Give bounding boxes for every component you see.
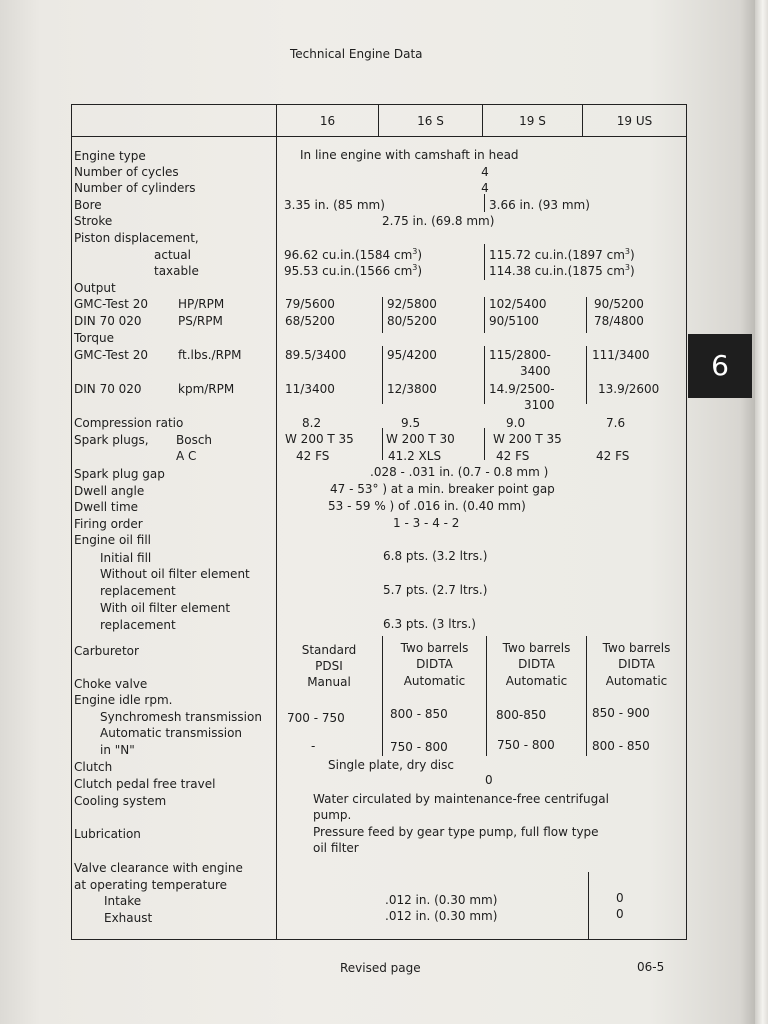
value-carb-16-2: PDSI bbox=[315, 659, 343, 673]
label-displacement: Piston displacement, bbox=[74, 231, 199, 245]
label-gmc-output: GMC-Test 20 bbox=[74, 297, 148, 311]
value-gmc-torque-16: 89.5/3400 bbox=[285, 348, 347, 362]
value-carb-16s-2: DIDTA bbox=[416, 657, 453, 671]
label-din-output: DIN 70 020 bbox=[74, 314, 142, 328]
label-torque: Torque bbox=[74, 331, 114, 345]
displacement-divider bbox=[484, 244, 485, 280]
label-idle: Engine idle rpm. bbox=[74, 693, 173, 707]
value-carb-16s-1: Two barrels bbox=[400, 641, 469, 655]
value-exhaust-19us: 0 bbox=[616, 907, 624, 921]
label-cycles: Number of cycles bbox=[74, 165, 179, 179]
value-carb-19us-2: DIDTA bbox=[618, 657, 655, 671]
output-divider bbox=[586, 297, 587, 333]
value-gmc-output-19s: 102/5400 bbox=[489, 297, 547, 311]
value-taxable-16: 95.53 cu.in.(1566 $cm^3$) bbox=[284, 263, 423, 278]
value-din-torque-16: 11/3400 bbox=[285, 382, 335, 396]
page-title: Technical Engine Data bbox=[290, 47, 423, 61]
value-intake: .012 in. (0.30 mm) bbox=[385, 893, 498, 907]
label-choke: Choke valve bbox=[74, 677, 148, 691]
value-din-torque-19us: 13.9/2600 bbox=[598, 382, 660, 396]
torque-divider bbox=[484, 346, 485, 404]
label-without-filter: Without oil filter element bbox=[100, 567, 250, 581]
label-column-divider bbox=[276, 104, 277, 940]
label-clutch: Clutch bbox=[74, 760, 113, 774]
value-choke-16s: Automatic bbox=[403, 674, 466, 688]
label-synchromesh: Synchromesh transmission bbox=[100, 710, 262, 724]
value-firing: 1 - 3 - 4 - 2 bbox=[393, 516, 460, 530]
table-border-bottom bbox=[71, 939, 687, 940]
value-cycles: 4 bbox=[481, 165, 489, 179]
valve-divider bbox=[588, 872, 589, 940]
value-actual-16: 96.62 cu.in.(1584 $cm^3$) bbox=[284, 247, 423, 262]
output-divider bbox=[484, 297, 485, 333]
value-gmc-torque-19s: 115/2800- bbox=[489, 348, 551, 362]
value-dwell-time: 53 - 59 % ) of .016 in. (0.40 mm) bbox=[328, 499, 526, 513]
value-ac-16s: 41.2 XLS bbox=[388, 449, 442, 463]
value-gmc-output-16s: 92/5800 bbox=[387, 297, 437, 311]
label-stroke: Stroke bbox=[74, 214, 113, 228]
label-din-torque-unit: kpm/RPM bbox=[178, 382, 235, 396]
value-carb-19s-2: DIDTA bbox=[518, 657, 555, 671]
table-border-top bbox=[71, 104, 687, 105]
value-synchromesh-16s: 800 - 850 bbox=[390, 707, 448, 721]
label-oil-fill: Engine oil fill bbox=[74, 533, 151, 547]
label-gmc-torque-unit: ft.lbs./RPM bbox=[178, 348, 242, 362]
value-synchromesh-16: 700 - 750 bbox=[287, 711, 345, 725]
value-cooling-1: Water circulated by maintenance-free centrifugal bbox=[313, 792, 609, 806]
value-carb-16-1: Standard bbox=[301, 643, 357, 657]
value-gap: .028 - .031 in. (0.7 - 0.8 mm ) bbox=[370, 465, 549, 479]
value-clutch-pedal: 0 bbox=[485, 773, 493, 787]
value-ac-16: 42 FS bbox=[296, 449, 330, 463]
label-cylinders: Number of cylinders bbox=[74, 181, 196, 195]
label-spark-plugs: Spark plugs, bbox=[74, 433, 149, 447]
value-stroke: 2.75 in. (69.8 mm) bbox=[382, 214, 495, 228]
label-ac: A C bbox=[176, 449, 197, 463]
value-cooling-2: pump. bbox=[313, 808, 352, 822]
table-header-rule bbox=[71, 136, 687, 137]
value-without-filter: 5.7 pts. (2.7 ltrs.) bbox=[383, 583, 488, 597]
value-bosch-19s: W 200 T 35 bbox=[493, 432, 562, 446]
page-edge bbox=[755, 0, 768, 1024]
column-header-16s: 16 S bbox=[417, 114, 444, 128]
label-firing: Firing order bbox=[74, 517, 143, 531]
column-header-19us: 19 US bbox=[616, 114, 653, 128]
value-actual-19: 115.72 cu.in.(1897 $cm^3$) bbox=[489, 247, 635, 262]
label-bosch: Bosch bbox=[176, 433, 213, 447]
value-ac-19s: 42 FS bbox=[496, 449, 530, 463]
column-header-16: 16 bbox=[319, 114, 336, 128]
value-gmc-output-19us: 90/5200 bbox=[594, 297, 644, 311]
bore-divider bbox=[484, 194, 485, 212]
value-din-torque-16s: 12/3800 bbox=[387, 382, 437, 396]
value-choke-16: Manual bbox=[307, 675, 351, 689]
plugs-divider bbox=[484, 428, 485, 460]
plugs-divider bbox=[382, 428, 383, 460]
value-bosch-16s: W 200 T 30 bbox=[386, 432, 455, 446]
label-dwell-time: Dwell time bbox=[74, 500, 139, 514]
label-lubrication: Lubrication bbox=[74, 827, 141, 841]
label-gmc-output-unit: HP/RPM bbox=[178, 297, 225, 311]
column-header-19s: 19 S bbox=[519, 114, 546, 128]
value-din-output-19s: 90/5100 bbox=[489, 314, 539, 328]
value-with-filter: 6.3 pts. (3 ltrs.) bbox=[383, 617, 476, 631]
value-din-torque-19s-2: 3100 bbox=[524, 398, 555, 412]
value-automatic-19s: 750 - 800 bbox=[497, 738, 555, 752]
label-actual: actual bbox=[154, 248, 191, 262]
value-bosch-16: W 200 T 35 bbox=[285, 432, 354, 446]
value-exhaust: .012 in. (0.30 mm) bbox=[385, 909, 498, 923]
value-choke-19s: Automatic bbox=[505, 674, 568, 688]
label-without-filter-2: replacement bbox=[100, 584, 176, 598]
value-bore-16: 3.35 in. (85 mm) bbox=[284, 198, 385, 212]
value-taxable-19: 114.38 cu.in.(1875 $cm^3$) bbox=[489, 263, 635, 278]
value-engine-type: In line engine with camshaft in head bbox=[300, 148, 519, 162]
value-automatic-16s: 750 - 800 bbox=[390, 740, 448, 754]
value-din-output-19us: 78/4800 bbox=[594, 314, 644, 328]
label-in-n: in "N" bbox=[100, 743, 135, 757]
value-din-output-16s: 80/5200 bbox=[387, 314, 437, 328]
label-clutch-pedal: Clutch pedal free travel bbox=[74, 777, 216, 791]
page-number: 06-5 bbox=[637, 960, 665, 974]
torque-divider bbox=[382, 346, 383, 404]
label-valve-clearance: Valve clearance with engine bbox=[74, 861, 243, 875]
value-bore-19: 3.66 in. (93 mm) bbox=[489, 198, 590, 212]
value-dwell-angle: 47 - 53° ) at a min. breaker point gap bbox=[330, 482, 555, 496]
value-compression-16: 8.2 bbox=[302, 416, 322, 430]
torque-divider bbox=[586, 346, 587, 404]
label-engine-type: Engine type bbox=[74, 149, 146, 163]
label-din-output-unit: PS/RPM bbox=[178, 314, 223, 328]
value-cylinders: 4 bbox=[481, 181, 489, 195]
label-with-filter-2: replacement bbox=[100, 618, 176, 632]
value-automatic-19us: 800 - 850 bbox=[592, 739, 650, 753]
value-compression-19s: 9.0 bbox=[506, 416, 526, 430]
section-tab: 6 bbox=[688, 334, 752, 398]
value-lubrication-2: oil filter bbox=[313, 841, 359, 855]
value-gmc-torque-16s: 95/4200 bbox=[387, 348, 437, 362]
value-ac-19us: 42 FS bbox=[596, 449, 630, 463]
label-exhaust: Exhaust bbox=[104, 911, 153, 925]
value-compression-19us: 7.6 bbox=[606, 416, 626, 430]
value-choke-19us: Automatic bbox=[605, 674, 668, 688]
label-gmc-torque: GMC-Test 20 bbox=[74, 348, 148, 362]
value-intake-19us: 0 bbox=[616, 891, 624, 905]
label-intake: Intake bbox=[104, 894, 142, 908]
label-taxable: taxable bbox=[154, 264, 199, 278]
output-divider bbox=[382, 297, 383, 333]
label-dwell-angle: Dwell angle bbox=[74, 484, 145, 498]
value-clutch: Single plate, dry disc bbox=[328, 758, 454, 772]
label-with-filter: With oil filter element bbox=[100, 601, 231, 615]
label-compression: Compression ratio bbox=[74, 416, 184, 430]
label-automatic: Automatic transmission bbox=[100, 726, 243, 740]
value-carb-19s-1: Two barrels bbox=[502, 641, 571, 655]
label-output: Output bbox=[74, 281, 116, 295]
value-gmc-output-16: 79/5600 bbox=[285, 297, 335, 311]
footer-revised: Revised page bbox=[340, 961, 421, 975]
value-synchromesh-19s: 800-850 bbox=[496, 708, 547, 722]
value-automatic-16: - bbox=[311, 739, 316, 753]
value-gmc-torque-19us: 111/3400 bbox=[592, 348, 650, 362]
value-lubrication-1: Pressure feed by gear type pump, full flow type bbox=[313, 825, 599, 839]
label-gap: Spark plug gap bbox=[74, 467, 165, 481]
label-initial-fill: Initial fill bbox=[100, 551, 152, 565]
label-bore: Bore bbox=[74, 198, 102, 212]
label-din-torque: DIN 70 020 bbox=[74, 382, 142, 396]
label-carburetor: Carburetor bbox=[74, 644, 139, 658]
value-compression-16s: 9.5 bbox=[401, 416, 421, 430]
value-initial-fill: 6.8 pts. (3.2 ltrs.) bbox=[383, 549, 488, 563]
table-border-right bbox=[686, 104, 687, 940]
value-din-output-16: 68/5200 bbox=[285, 314, 335, 328]
value-synchromesh-19us: 850 - 900 bbox=[592, 706, 650, 720]
value-gmc-torque-19s-2: 3400 bbox=[520, 364, 551, 378]
label-valve-clearance-2: at operating temperature bbox=[74, 878, 228, 892]
value-din-torque-19s: 14.9/2500- bbox=[489, 382, 555, 396]
label-cooling: Cooling system bbox=[74, 794, 167, 808]
table-border-left bbox=[71, 104, 72, 940]
value-carb-19us-1: Two barrels bbox=[602, 641, 671, 655]
